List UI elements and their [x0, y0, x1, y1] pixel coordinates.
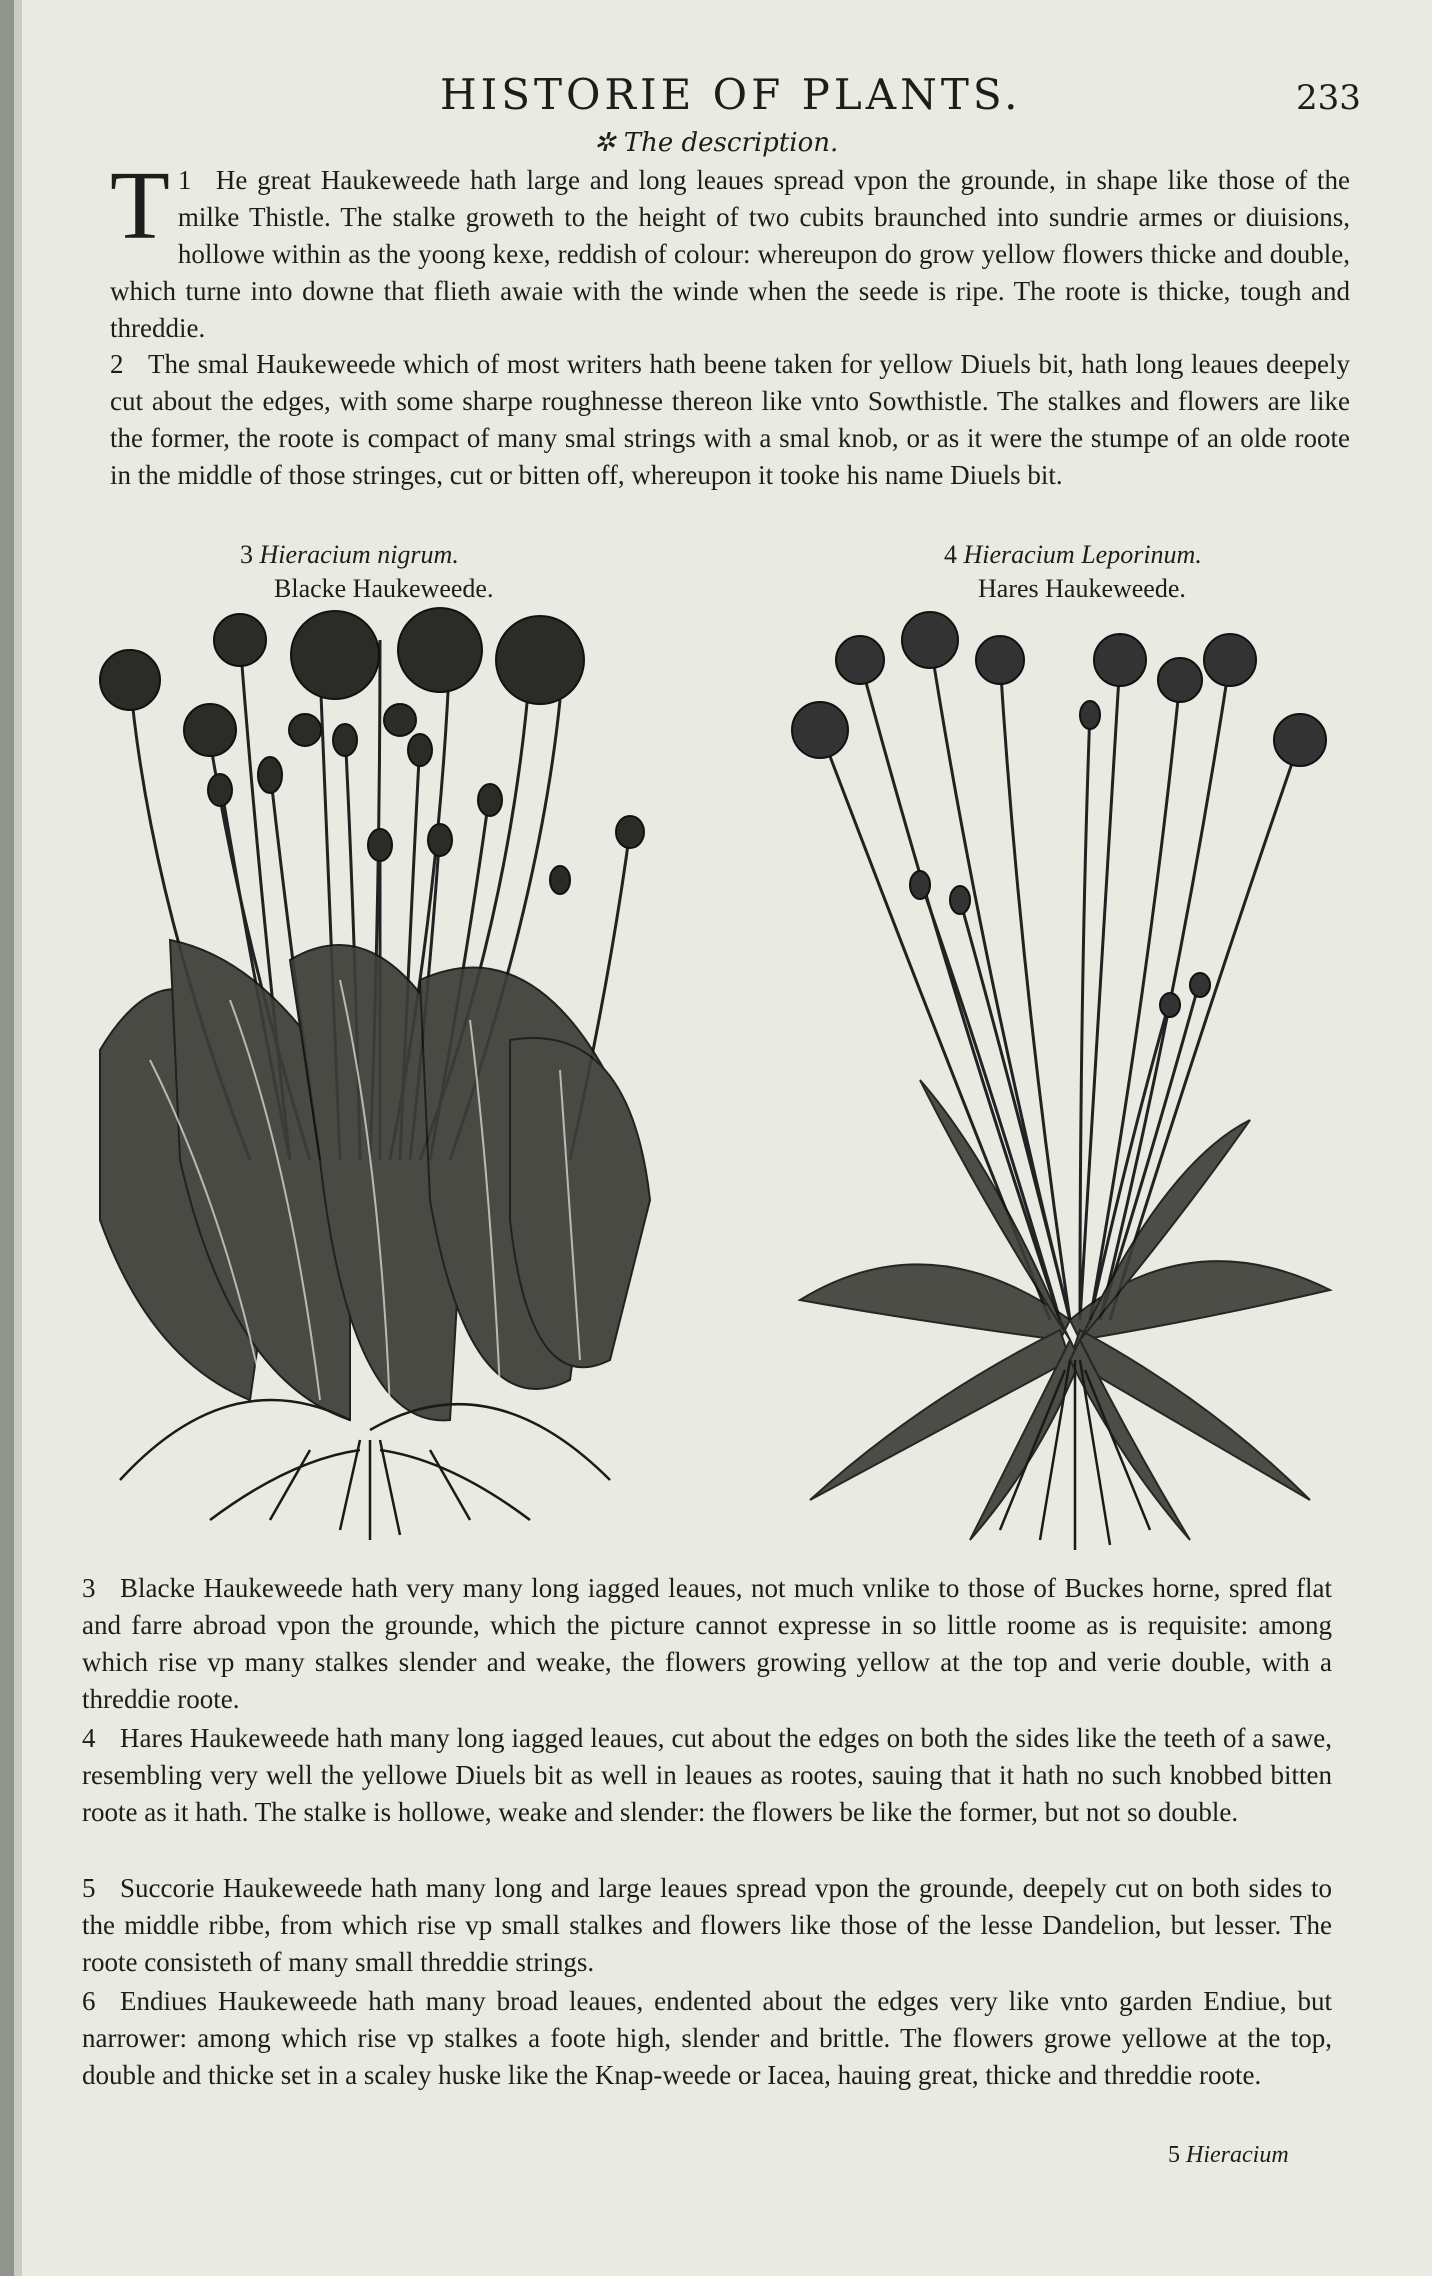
- paragraph-6: [82, 1983, 1332, 2094]
- catchword: [1168, 2142, 1289, 2169]
- description-paragraph-1: [110, 152, 1350, 347]
- paragraph-5: [82, 1870, 1332, 1981]
- figure-number: 4: [944, 540, 957, 569]
- page-edge: [0, 0, 14, 2276]
- paragraph-3: [82, 1570, 1332, 1718]
- paragraph-number: 3: [82, 1573, 96, 1603]
- hares-haukeweede-woodcut: [770, 600, 1340, 1560]
- page-header: [0, 70, 1432, 120]
- paragraph-text: The smal Haukeweede which of most writers hath beene taken for yellow Diuels bit, hath long leaues deepely cut about the edges, with some sharpe roughnesse thereon like vnto Sowthistle. The stalkes and flowers are like the former, the roote is compact of many smal strings with a smal knob, or as it were the stumpe of an olde roote in the middle of those stringes, cut or bitten off, whereupon it tooke his name Diuels bit.: [110, 349, 1350, 490]
- description-paragraph-2: [110, 346, 1350, 494]
- figure-caption-3: [240, 538, 493, 606]
- paragraph-number: 1: [177, 165, 192, 195]
- paragraph-text: Blacke Haukeweede hath very many long iagged leaues, not much vnlike to those of Buckes horne, spred flat and farre abroad vpon the grounde, which the picture cannot expresse in so little roome as is requisite: among which rise vp many stalkes slender and weake, the flowers growing yellow at the top and verie double, with a threddie roote.: [82, 1573, 1332, 1714]
- paragraph-text: Succorie Haukeweede hath many long and large leaues spread vpon the grounde, deepely cut on both sides to the middle ribbe, from which rise vp small stalkes and flowers like those of the lesse Dandelion, but lesser. The roote consisteth of many small threddie strings.: [82, 1873, 1332, 1977]
- figure-caption-4: [944, 538, 1202, 606]
- paragraph-text: He great Haukeweede hath large and long leaues spread vpon the grounde, in shape like those of the milke Thistle. The stalke groweth to the height of two cubits braunched into sundrie armes or diuisions, hollowe within as the yoong kexe, reddish of colour: whereupon do grow yellow flowers thicke and double, which turne into downe that flieth awaie with the winde when the seede is ripe. The roote is thicke, tough and threddie.: [110, 165, 1350, 343]
- english-name: Hares Haukeweede.: [978, 574, 1186, 603]
- catchword-number: 5: [1168, 2142, 1180, 2168]
- blacke-haukeweede-woodcut: [90, 600, 670, 1550]
- page-edge-shadow: [14, 0, 22, 2276]
- section-title: ✲ The description.: [593, 128, 839, 158]
- running-head: HISTORIE OF PLANTS.: [440, 70, 1022, 119]
- paragraph-text: Hares Haukeweede hath many long iagged leaues, cut about the edges on both the sides like the teeth of a sawe, resembling very well the yellowe Diuels bit as well in leaues as rootes, sauing that it hath no such knobbed bitten roote as it hath. The stalke is hollowe, weake and slender: the flowers be like the former, but not so double.: [82, 1723, 1332, 1827]
- paragraph-number: 6: [82, 1986, 96, 2016]
- latin-name: Hieracium nigrum.: [259, 540, 459, 569]
- paragraph-number: 5: [82, 1873, 96, 1903]
- paragraph-number: 2: [110, 349, 124, 379]
- paragraph-number: 4: [82, 1723, 96, 1753]
- figure-number: 3: [240, 540, 253, 569]
- paragraph-text: Endiues Haukeweede hath many broad leaues, endented about the edges very like vnto garden Endiue, but narrower: among which rise vp stalkes a foote high, slender and brittle. The flowers growe yellowe at the top, double and thicke set in a scaley huske like the Knap-weede or Iacea, hauing great, thicke and threddie roote.: [82, 1986, 1332, 2090]
- drop-cap: T: [110, 152, 170, 260]
- latin-name: Hieracium Leporinum.: [963, 540, 1202, 569]
- paragraph-4: [82, 1720, 1332, 1831]
- catchword-text: Hieracium: [1186, 2142, 1289, 2168]
- page-number: 233: [1296, 78, 1361, 118]
- english-name: Blacke Haukeweede.: [274, 574, 494, 603]
